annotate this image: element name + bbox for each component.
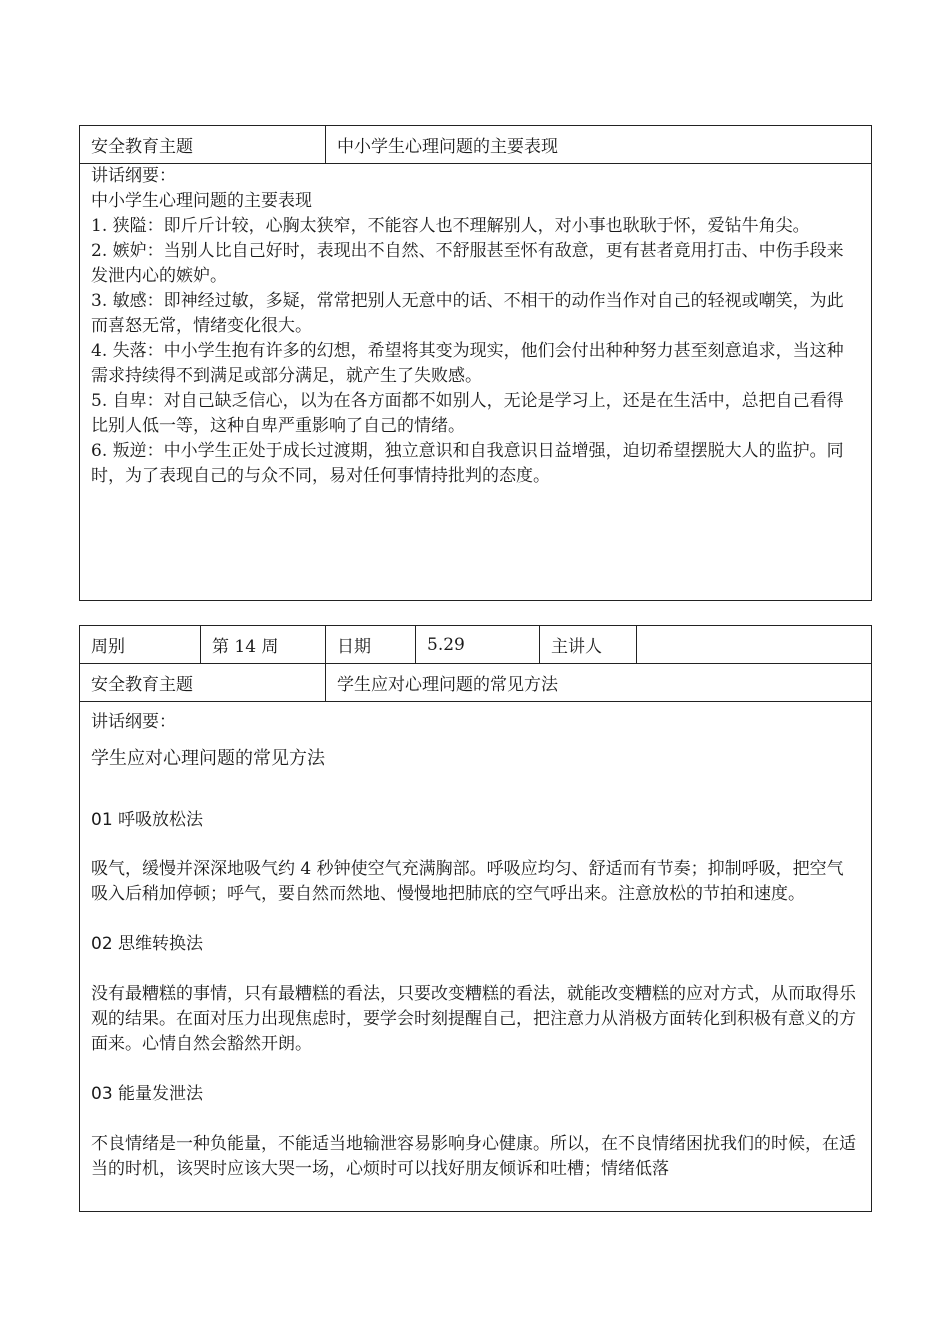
topic-value: 学生应对心理问题的常见方法 — [326, 664, 872, 702]
outline-cell — [80, 164, 872, 601]
section-title: 01 呼吸放松法 — [91, 810, 204, 830]
outline-label: 讲话纲要： — [91, 166, 176, 186]
outline-cell — [80, 702, 872, 1212]
topic-value: 中小学生心理问题的主要表现 — [326, 126, 872, 164]
outline-line: 5. 自卑：对自己缺乏信心，以为在各方面都不如别人，无论是学习上，还是在生活中，总把自己看得比别人低一等，这种自卑严重影响了自己的情绪。 — [91, 391, 844, 436]
section-title: 02 思维转换法 — [91, 934, 204, 954]
outline-line: 2. 嫉妒：当别人比自己好时，表现出不自然、不舒服甚至怀有敌意，更有甚者竟用打击、中伤手段来发泄内心的嫉妒。 — [91, 241, 844, 286]
topic-label: 安全教育主题 — [80, 664, 326, 702]
outline-label: 讲话纲要： — [91, 712, 176, 732]
outline-line: 1. 狭隘：即斤斤计较，心胸太狭窄，不能容人也不理解别人，对小事也耿耿于怀，爱钻牛角尖。 — [91, 216, 810, 236]
week-label: 周别 — [80, 626, 201, 664]
date-label: 日期 — [326, 626, 416, 664]
date-value: 5.29 — [416, 626, 540, 664]
topic-label: 安全教育主题 — [80, 126, 326, 164]
lecture-table-2 — [79, 625, 872, 1212]
speaker-label: 主讲人 — [540, 626, 637, 664]
outline-heading: 学生应对心理问题的常见方法 — [91, 748, 325, 769]
outline-line: 3. 敏感：即神经过敏，多疑，常常把别人无意中的话、不相干的动作当作对自己的轻视或嘲笑，为此而喜怒无常，情绪变化很大。 — [91, 291, 844, 336]
lecture-table-1 — [79, 125, 872, 601]
section-text: 不良情绪是一种负能量，不能适当地输泄容易影响身心健康。所以，在不良情绪困扰我们的时候，在适当的时机，该哭时应该大哭一场，心烦时可以找好朋友倾诉和吐槽；情绪低落 — [91, 1134, 856, 1179]
section-text: 吸气，缓慢并深深地吸气约 4 秒钟使空气充满胸部。呼吸应均匀、舒适而有节奏；抑制呼吸，把空气吸入后稍加停顿；呼气，要自然而然地、慢慢地把肺底的空气呼出来。注意放松的节拍和速度。 — [91, 859, 844, 904]
outline-line: 6. 叛逆：中小学生正处于成长过渡期，独立意识和自我意识日益增强，迫切希望摆脱大人的监护。同时，为了表现自己的与众不同，易对任何事情持批判的态度。 — [91, 441, 844, 486]
outline-line: 中小学生心理问题的主要表现 — [91, 191, 312, 211]
outline-line: 4. 失落：中小学生抱有许多的幻想，希望将其变为现实，他们会付出种种努力甚至刻意追求，当这种需求持续得不到满足或部分满足，就产生了失败感。 — [91, 341, 844, 386]
section-text: 没有最糟糕的事情，只有最糟糕的看法，只要改变糟糕的看法，就能改变糟糕的应对方式，从而取得乐观的结果。在面对压力出现焦虑时，要学会时刻提醒自己，把注意力从消极方面转化到积极有意义的方面来。心情自然会豁然开朗。 — [91, 984, 856, 1054]
week-value: 第 14 周 — [201, 626, 326, 664]
section-title: 03 能量发泄法 — [91, 1084, 204, 1104]
speaker-value — [637, 626, 872, 664]
